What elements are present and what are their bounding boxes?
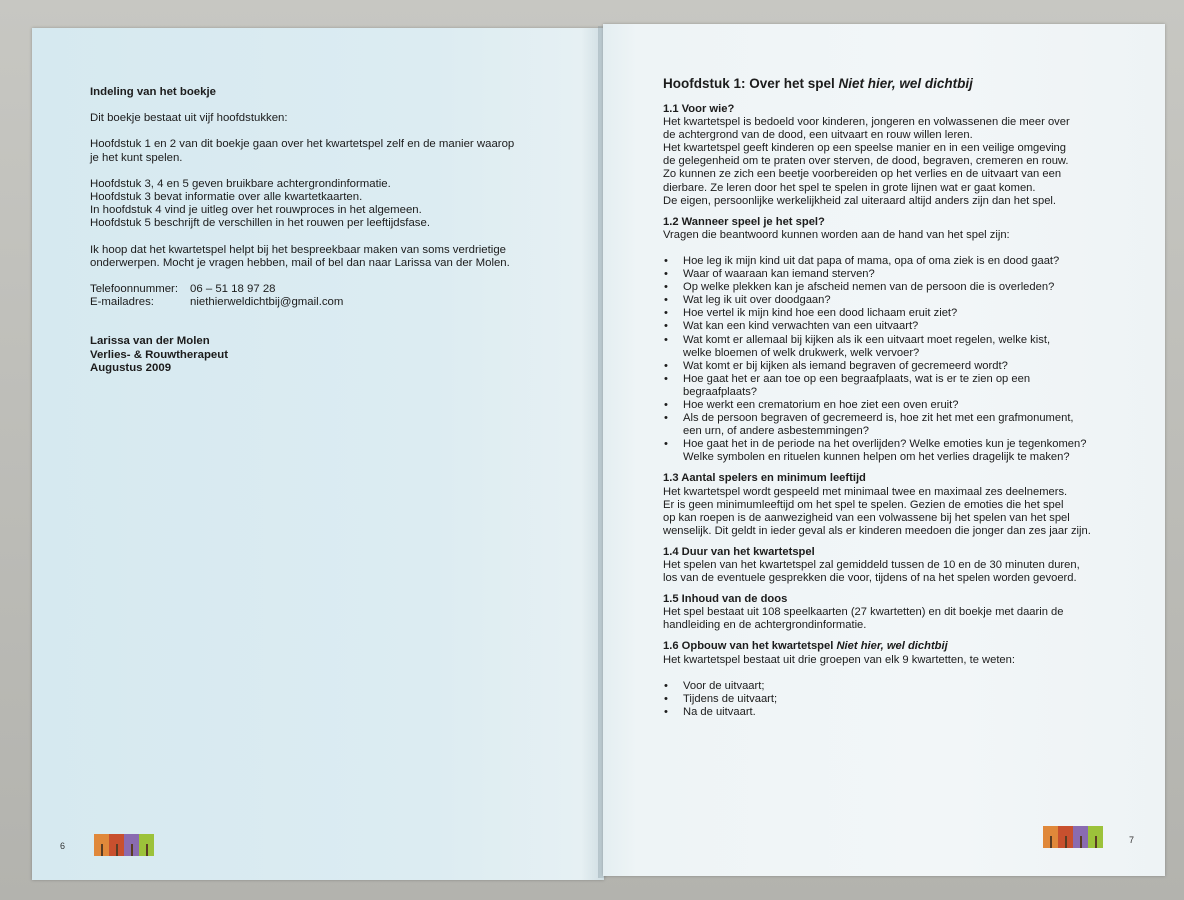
list-item: • Tijdens de uitvaart;: [663, 693, 1125, 706]
list-item: • Wat komt er allemaal bij kijken als ik een uitvaart moet regelen, welke kist, welke bloemen of welk drukwerk, welk vervoer?: [663, 334, 1125, 360]
trees-logo-icon: [94, 834, 154, 856]
section-text-line: de gelegenheid om te praten over sterven, de dood, begraven, cremeren en rouw.: [663, 155, 1069, 168]
section-intro: Het kwartetspel bestaat uit drie groepen van elk 9 kwartetten, te weten:: [663, 653, 1015, 666]
left-para3-line: onderwerpen. Mocht je vragen hebben, mail of bel dan naar Larissa van der Molen.: [90, 256, 510, 269]
list-item: • Hoe vertel ik mijn kind hoe een dood lichaam eruit ziet?: [663, 307, 1125, 320]
section-text-line: Er is geen minimumleeftijd om het spel te spelen. Gezien de emoties die het spel: [663, 498, 1064, 511]
list-item: • Hoe gaat het in de periode na het overlijden? Welke emoties kun je tegenkomen? Welke symbolen en rituelen kunnen helpen om het verlies dragelijk te maken?: [663, 438, 1125, 464]
section-title-1-5: 1.5 Inhoud van de doos: [663, 593, 788, 606]
left-para2-line: Hoofdstuk 3 bevat informatie over alle kwartetkaarten.: [90, 191, 363, 204]
chapter-title-prefix: Hoofdstuk 1: Over het spel: [663, 76, 839, 91]
section-intro: Vragen die beantwoord kunnen worden aan de hand van het spel zijn:: [663, 228, 1010, 241]
list-item: • Hoe gaat het er aan toe op een begraafplaats, wat is er te zien op een begraafplaats?: [663, 373, 1125, 399]
signature-name: Larissa van der Molen: [90, 335, 210, 348]
left-para2-line: Hoofdstuk 3, 4 en 5 geven bruikbare achtergrondinformatie.: [90, 177, 391, 190]
left-page: [32, 28, 604, 880]
right-page: [603, 24, 1165, 876]
list-item: • Hoe werkt een crematorium en hoe ziet een oven eruit?: [663, 399, 1125, 412]
section-text-line: Het kwartetspel geeft kinderen op een speelse manier en in een veilige omgeving: [663, 142, 1066, 155]
phone-row: [90, 283, 574, 296]
list-item: • Wat leg ik uit over doodgaan?: [663, 294, 1125, 307]
section-text-line: wenselijk. Dit geldt in ieder geval als er kinderen meedoen die jonger dan zes jaar zijn.: [663, 524, 1091, 537]
list-item: • Op welke plekken kan je afscheid nemen van de persoon die is overleden?: [663, 281, 1125, 294]
section-text-line: De eigen, persoonlijke werkelijkheid zal uiteraard altijd anders zijn dan het spel.: [663, 194, 1057, 207]
left-para2-line: Hoofdstuk 5 beschrijft de verschillen in het rouwen per leeftijdsfase.: [90, 217, 431, 230]
section-title-1-6-prefix: 1.6 Opbouw van het kwartetspel: [663, 640, 837, 653]
section-title-1-1: 1.1 Voor wie?: [663, 103, 735, 115]
questions-list: [663, 255, 1125, 465]
left-para1-line1: Hoofdstuk 1 en 2 van dit boekje gaan over het kwartetspel zelf en de manier waarop: [90, 138, 515, 151]
phone-value: 06 – 51 18 97 28: [190, 283, 276, 296]
page-number-left: 6: [60, 841, 66, 851]
section-text-line: op kan roepen is de aanwezigheid van een volwassene bij het spelen van het spel: [663, 511, 1070, 524]
left-para1-line2: je het kunt spelen.: [90, 151, 183, 164]
list-item: • Hoe leg ik mijn kind uit dat papa of mama, opa of oma ziek is en dood gaat?: [663, 255, 1125, 268]
signature-role: Verlies- & Rouwtherapeut: [90, 348, 228, 361]
trees-logo-icon: [1043, 826, 1103, 848]
list-item: • Wat komt er bij kijken als iemand begraven of gecremeerd wordt?: [663, 360, 1125, 373]
section-text-line: Zo kunnen ze zich een beetje voorbereiden op het verlies en de uitvaart van een: [663, 168, 1062, 181]
section-text-line: Het kwartetspel is bedoeld voor kinderen, jongeren en volwassenen die meer over: [663, 116, 1070, 129]
chapter-title: [663, 76, 1125, 92]
email-value: niethierweldichtbij@gmail.com: [190, 296, 344, 309]
section-text-line: Het kwartetspel wordt gespeeld met minimaal twee en maximaal zes deelnemers.: [663, 485, 1068, 498]
list-item: • Als de persoon begraven of gecremeerd is, hoe zit het met een grafmonument, een urn, of andere asbestemmingen?: [663, 412, 1125, 438]
section-text-line: los van de eventuele gesprekken die voor, tijdens of na het spelen worden gevoerd.: [663, 572, 1077, 585]
section-text-line: Het spelen van het kwartetspel zal gemiddeld tussen de 10 en de 30 minuten duren,: [663, 559, 1080, 571]
left-para2-line: In hoofdstuk 4 vind je uitleg over het rouwproces in het algemeen.: [90, 204, 422, 217]
section-title-1-2: 1.2 Wanneer speel je het spel?: [663, 215, 825, 228]
groups-list: [663, 680, 1125, 719]
section-title-1-6-game-name: Niet hier, wel dichtbij: [836, 640, 948, 653]
section-title-1-3: 1.3 Aantal spelers en minimum leeftijd: [663, 472, 866, 485]
section-text-line: de achtergrond van de dood, een uitvaart en rouw willen leren.: [663, 129, 973, 142]
left-intro: Dit boekje bestaat uit vijf hoofdstukken:: [90, 112, 288, 125]
chapter-title-game-name: Niet hier, wel dichtbij: [838, 76, 973, 91]
left-para3-line: Ik hoop dat het kwartetspel helpt bij het bespreekbaar maken van soms verdrietige: [90, 243, 506, 256]
section-text-line: handleiding en de achtergrondinformatie.: [663, 619, 867, 632]
list-item: • Na de uitvaart.: [663, 706, 1125, 719]
email-row: [90, 296, 574, 309]
list-item: • Waar of waaraan kan iemand sterven?: [663, 268, 1125, 281]
section-title-1-6: [663, 640, 1125, 653]
email-label: E-mailadres:: [90, 296, 154, 309]
list-item: • Wat kan een kind verwachten van een uitvaart?: [663, 320, 1125, 333]
signature-date: Augustus 2009: [90, 361, 172, 374]
page-number-right: 7: [1129, 835, 1135, 845]
section-text-line: Het spel bestaat uit 108 speelkaarten (27 kwartetten) en dit boekje met daarin de: [663, 606, 1064, 619]
list-item: • Voor de uitvaart;: [663, 680, 1125, 693]
phone-label: Telefoonnummer:: [90, 283, 179, 296]
left-heading: Indeling van het boekje: [90, 86, 216, 98]
section-title-1-4: 1.4 Duur van het kwartetspel: [663, 545, 815, 558]
section-text-line: dierbare. Ze leren door het spel te spelen in grote lijnen wat er gaat komen.: [663, 181, 1036, 194]
